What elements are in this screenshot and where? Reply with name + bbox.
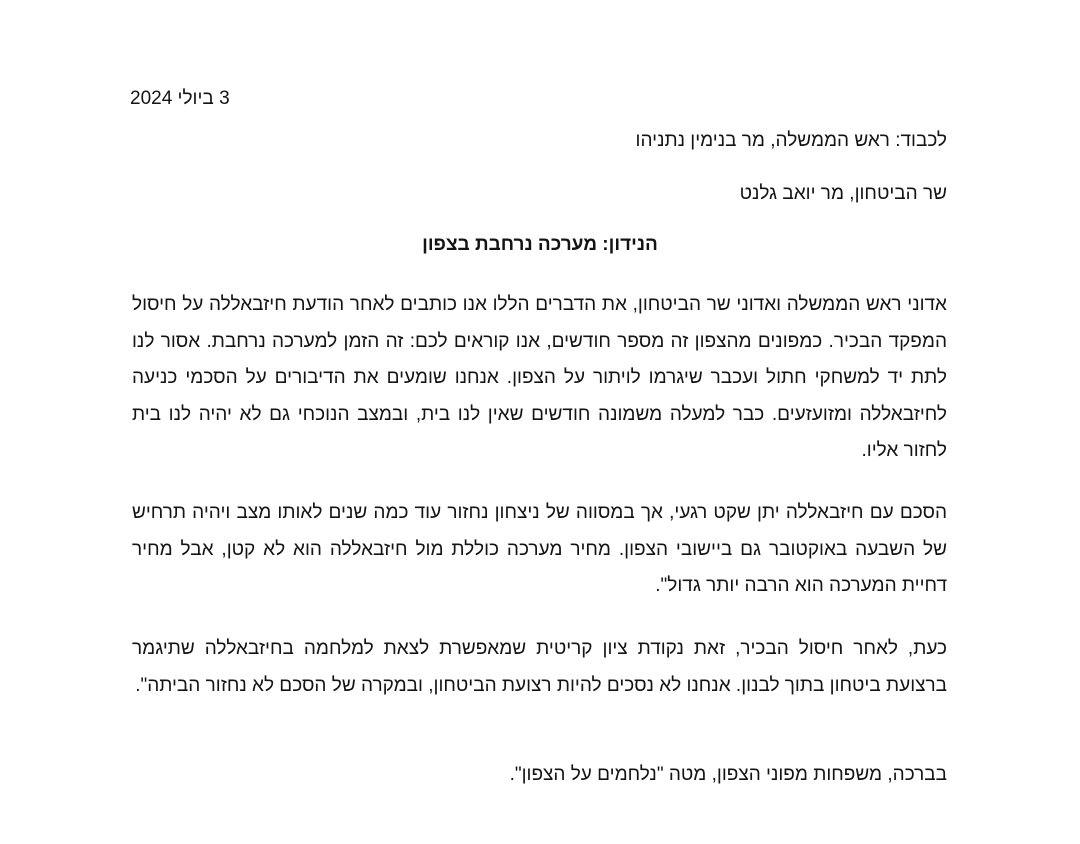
letter-paragraph-1: אדוני ראש הממשלה ואדוני שר הביטחון, את הדברים הללו אנו כותבים לאחר הודעת חיזבאללה על חיסול המפקד הבכיר. כמפונים מהצפון זה מספר חודשים, אנו קוראים לכם: זה הזמן למערכה נרחבת. אסור לנו לתת יד למשחקי חתול ועכבר שיגרמו לויתור על הצפון. אנחנו שומעים את הדיבורים על הסכמי כניעה לחיזבאללה ומזועזעים. כבר למעלה משמונה חודשים שאין לנו בית, ובמצב הנוכחי גם לא יהיה לנו בית לחזור אליו. bbox=[132, 294, 947, 461]
recipient-line: לכבוד: ראש הממשלה, מר בנימין נתניהו bbox=[635, 130, 947, 151]
letter-paragraph-2: הסכם עם חיזבאללה יתן שקט רגעי, אך במסווה של ניצחון נחזור עוד כמה שנים לאותו מצב ויהיה תרחיש של השבעה באוקטובר גם ביישובי הצפון. מחיר מערכה כוללת מול חיזבאללה הוא לא קטן, אבל מחיר דחיית המערכה הוא הרבה יותר גדול". bbox=[132, 502, 947, 596]
letter-paragraph-3: כעת, לאחר חיסול הבכיר, זאת נקודת ציון קריטית שמאפשרת לצאת למלחמה בחיזבאללה שתיגמר ברצועת ביטחון בתוך לבנון. אנחנו לא נסכים להיות רצועת הביטחון, ובמקרה של הסכם לא נחזור הביתה". bbox=[132, 638, 947, 696]
letter-subject: הנידון: מערכה נרחבת בצפון bbox=[422, 234, 658, 255]
letter-date: 3 ביולי 2024 bbox=[130, 88, 230, 109]
letter-signoff: בברכה, משפחות מפוני הצפון, מטה "נלחמים על הצפון". bbox=[509, 764, 947, 785]
second-recipient-line: שר הביטחון, מר יואב גלנט bbox=[739, 183, 947, 204]
